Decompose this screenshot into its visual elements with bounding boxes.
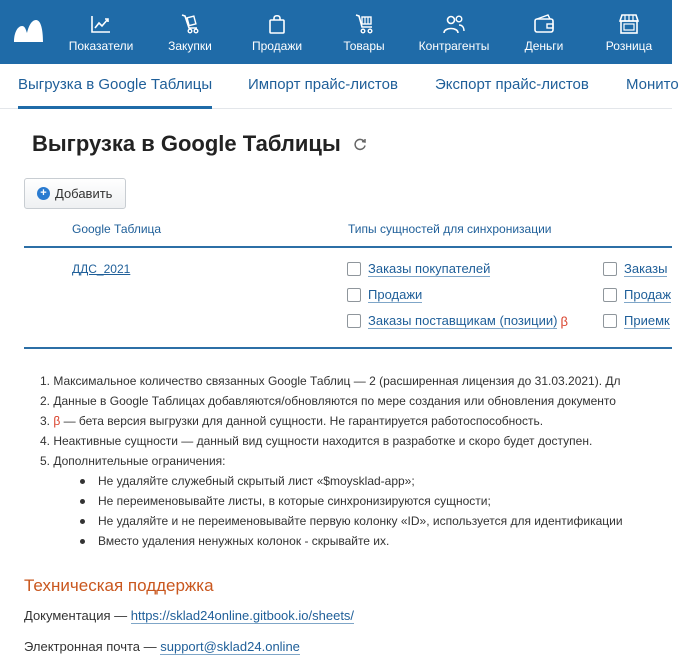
sub-note-text: Не переименовывайте листы, в которые синхронизируются сущности; [98,494,491,508]
table-divider [24,246,672,248]
nav-item-products[interactable] [340,0,388,64]
refresh-icon[interactable] [353,137,367,151]
support-title: Техническая поддержка [24,576,214,595]
bullet-icon [80,519,85,524]
bullet-icon [80,539,85,544]
nav-item-label: Розница [605,39,653,53]
bullet-icon [80,479,85,484]
sub-navigation [0,64,679,109]
table-divider [24,347,672,349]
nav-item-sales[interactable] [248,0,306,64]
entity-checkbox-row[interactable] [347,313,568,329]
bag-icon [265,12,289,36]
notes-list [40,371,672,551]
bullet-icon [80,499,85,504]
note-item: 1. Максимальное количество связанных Google Таблиц — 2 (расширенная лицензия до 31.03.2021). Дл [40,374,621,388]
entity-checkbox-row[interactable] [347,261,490,277]
nav-item-label: Контрагенты [418,39,490,53]
people-icon [442,12,466,36]
email-link[interactable]: support@sklad24.online [160,639,300,654]
tab-price-import[interactable]: Импорт прайс-листов [248,76,398,93]
entity-label[interactable]: Заказы покупателей [368,261,491,276]
docs-link[interactable]: https://sklad24online.gitbook.io/sheets/ [130,608,355,623]
entity-label[interactable]: Заказы поставщикам (позиции) [368,313,558,328]
nav-item-label: Товары [343,39,385,53]
checkbox[interactable] [603,288,617,302]
beta-symbol: β [53,414,61,428]
chart-icon [89,12,113,36]
support-docs [24,608,354,623]
tab-monitoring[interactable]: Монито [626,76,679,93]
entity-checkbox-row[interactable] [347,287,422,303]
beta-badge: β [560,313,568,329]
nav-item-retail[interactable] [603,0,655,64]
sub-note-item [40,491,672,511]
checkbox[interactable] [347,288,361,302]
note-item [40,411,672,431]
note-item: 4. Неактивные сущности — данный вид сущности находится в разработке и скоро будет доступен. [40,434,593,448]
cart-icon [178,12,202,36]
add-button-label: Добавить [55,186,113,201]
checkbox[interactable] [347,262,361,276]
nav-item-counterparties[interactable] [417,0,491,64]
note-item: 5. Дополнительные ограничения: [40,454,226,468]
truck-icon [352,12,376,36]
nav-item-label: Закупки [168,39,212,53]
nav-item-label: Деньги [524,39,564,53]
checkbox[interactable] [347,314,361,328]
column-header-sheet: Google Таблица [72,222,162,236]
note-item: 2. Данные в Google Таблицах добавляются/обновляются по мере создания или обновления документо [40,394,616,408]
nav-item-money[interactable] [521,0,567,64]
entity-label[interactable]: Продаж [624,287,672,302]
sub-note-text: Не удаляйте и не переименовывайте первую колонку «ID», используется для идентификации [98,514,623,528]
nav-item-label: Продажи [251,39,303,53]
plus-icon: + [37,187,50,200]
entity-label[interactable]: Заказы [624,261,668,276]
wallet-icon [532,12,556,36]
tab-price-export[interactable]: Экспорт прайс-листов [435,76,589,93]
entity-label[interactable]: Продажи [368,287,423,302]
entity-label[interactable]: Приемк [624,313,670,328]
sub-note-text: Не удаляйте служебный скрытый лист «$moysklad-app»; [98,474,415,488]
checkbox[interactable] [603,314,617,328]
sub-note-item [40,531,672,551]
page-title: Выгрузка в Google Таблицы [32,131,341,156]
sub-note-item [40,511,672,531]
entity-checkbox-row[interactable] [603,313,670,329]
docs-label: Документация — [24,608,131,623]
tab-google-sheets-export[interactable]: Выгрузка в Google Таблицы [18,64,212,109]
moysklad-logo-icon[interactable] [12,18,44,44]
store-icon [617,12,641,36]
top-navigation [0,0,672,64]
note-prefix: 3. [40,414,54,428]
sub-note-item [40,471,672,491]
note-text: — бета версия выгрузки для данной сущности. Не гарантируется работоспособность. [60,414,544,428]
column-header-types: Типы сущностей для синхронизации [348,222,552,236]
nav-item-indicators[interactable] [68,0,134,64]
nav-item-purchases[interactable] [164,0,216,64]
sub-note-text: Вместо удаления ненужных колонок - скрывайте их. [98,534,390,548]
email-label: Электронная почта — [24,639,161,654]
nav-item-label: Показатели [68,39,134,53]
entity-checkbox-row[interactable] [603,287,671,303]
sheet-link[interactable]: ДДС_2021 [72,262,131,276]
entity-checkbox-row[interactable] [603,261,667,277]
checkbox[interactable] [603,262,617,276]
add-button[interactable] [24,178,126,209]
support-email [24,639,300,654]
